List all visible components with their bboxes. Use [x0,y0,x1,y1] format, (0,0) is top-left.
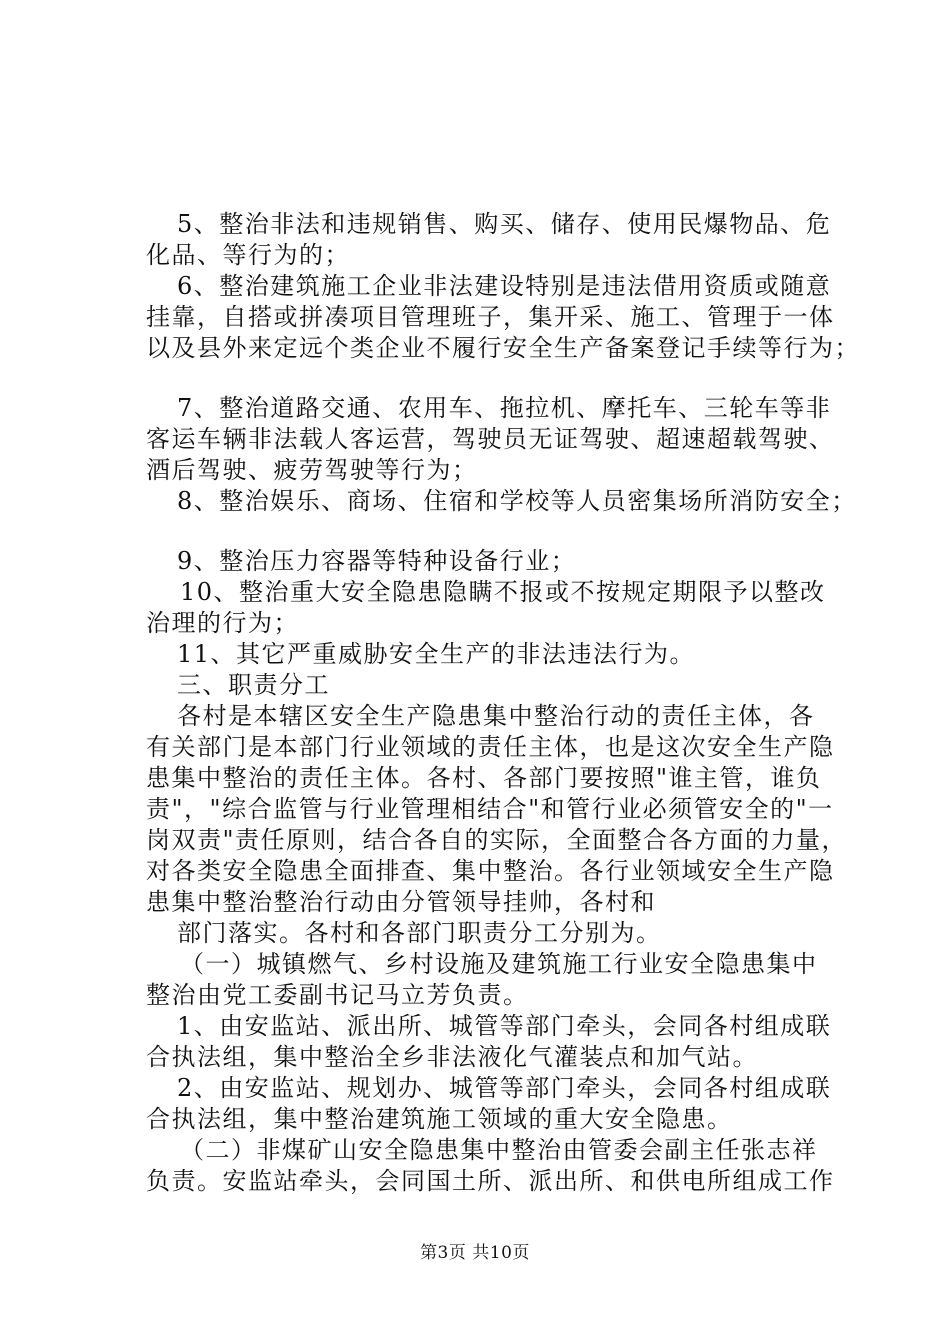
text-line: 以及县外来定远个类企业不履行安全生产备案登记手续等行为； [146,334,860,362]
text-line: 部门落实。各村和各部门职责分工分别为。 [177,919,662,947]
text-line: 负责。安监站牵头，会同国土所、派出所、和供电所组成工作 [146,1167,835,1195]
text-line: 酒后驾驶、疲劳驾驶等行为； [146,456,478,484]
text-line: 患集中整治整治行动由分管领导挂帅，各村和 [146,888,656,916]
text-line: 各村是本辖区安全生产隐患集中整治行动的责任主体，各 [177,702,815,730]
text-line: 对各类安全隐患全面排查、集中整治。各行业领域安全生产隐 [146,857,835,885]
text-line: 2、由安监站、规划办、城管等部门牵头，会同各村组成联 [177,1074,832,1102]
subsection-heading: （一）城镇燃气、乡村设施及建筑施工行业安全隐患集中 [180,950,818,978]
text-line: 化品、等行为的； [146,241,350,269]
text-line: 有关部门是本部门行业领域的责任主体，也是这次安全生产隐 [146,733,835,761]
text-line: 9、整治压力容器等特种设备行业； [177,547,577,575]
text-line: 8、整治娱乐、商场、住宿和学校等人员密集场所消防安全； [177,487,857,515]
text-line: 责"，"综合监管与行业管理相结合"和管行业必须管安全的"一 [146,795,834,823]
text-line: 治理的行为； [146,609,299,637]
page-number: 第3页 共10页 [420,1243,530,1263]
text-line: 合执法组，集中整治全乡非法液化气灌装点和加气站。 [146,1043,758,1071]
text-line: 岗双责"责任原则，结合各自的实际，全面整合各方面的力量， [146,826,848,854]
text-line: 合执法组，集中整治建筑施工领域的重大安全隐患。 [146,1105,733,1133]
text-line: 6、整治建筑施工企业非法建设特别是违法借用资质或随意 [177,272,832,300]
text-line: 客运车辆非法载人客运营，驾驶员无证驾驶、超速超载驾驶、 [146,425,835,453]
text-line: 11、其它严重威胁安全生产的非法违法行为。 [177,640,696,668]
section-heading: 三、职责分工 [177,671,330,699]
subsection-heading: （二）非煤矿山安全隐患集中整治由管委会副主任张志祥 [180,1136,818,1164]
text-line: 1、由安监站、派出所、城管等部门牵头，会同各村组成联 [177,1012,832,1040]
text-line: 10、整治重大安全隐患隐瞒不报或不按规定期限予以整改 [180,578,826,606]
text-line: 患集中整治的责任主体。各村、各部门要按照"谁主管，谁负 [146,764,822,792]
text-line: 7、整治道路交通、农用车、拖拉机、摩托车、三轮车等非 [177,394,832,422]
text-line: 整治由党工委副书记马立芳负责。 [146,981,529,1009]
text-line: 挂靠，自搭或拼凑项目管理班子，集开采、施工、管理于一体 [146,303,835,331]
text-line: 5、整治非法和违规销售、购买、储存、使用民爆物品、危 [177,210,832,238]
